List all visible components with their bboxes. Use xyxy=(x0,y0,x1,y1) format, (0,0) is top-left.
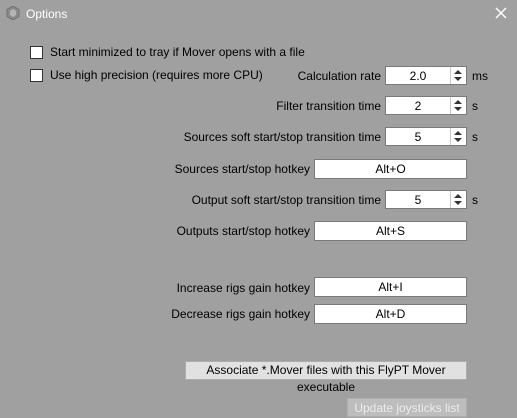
checkbox-box[interactable] xyxy=(30,69,43,82)
arrow-down-icon[interactable] xyxy=(454,107,462,111)
high-precision-checkbox[interactable] xyxy=(30,67,263,83)
stepper-arrows[interactable] xyxy=(450,128,466,145)
output-soft-value[interactable]: 5 xyxy=(414,193,422,207)
sources-soft-unit: s xyxy=(472,130,478,144)
decrease-gain-field[interactable]: Alt+D xyxy=(314,304,467,324)
update-joysticks-button[interactable]: Update joysticks list xyxy=(347,398,467,417)
app-logo-icon xyxy=(6,6,20,20)
filter-transition-unit: s xyxy=(472,99,478,113)
increase-gain-label: Increase rigs gain hotkey xyxy=(176,281,310,295)
filter-transition-label: Filter transition time xyxy=(276,99,381,113)
stepper-arrows[interactable] xyxy=(450,191,466,208)
calculation-rate-unit: ms xyxy=(472,69,488,83)
stepper-arrows[interactable] xyxy=(450,97,466,114)
sources-soft-stepper[interactable] xyxy=(385,127,467,146)
filter-transition-value[interactable]: 2 xyxy=(414,99,422,113)
high-precision-label: Use high precision (requires more CPU) xyxy=(50,68,263,82)
sources-soft-label: Sources soft start/stop transition time xyxy=(183,130,381,144)
calculation-rate-value[interactable]: 2.0 xyxy=(409,69,427,83)
filter-transition-stepper[interactable] xyxy=(385,96,467,115)
title-bar xyxy=(0,0,517,28)
arrow-down-icon[interactable] xyxy=(454,77,462,81)
sources-hotkey-label: Sources start/stop hotkey xyxy=(174,162,310,176)
associate-files-button[interactable]: Associate *.Mover files with this FlyPT Mover executable xyxy=(185,361,467,380)
output-soft-label: Output soft start/stop transition time xyxy=(191,193,381,207)
arrow-up-icon[interactable] xyxy=(454,194,462,198)
start-minimized-checkbox[interactable] xyxy=(30,44,305,60)
arrow-down-icon[interactable] xyxy=(454,138,462,142)
outputs-hotkey-label: Outputs start/stop hotkey xyxy=(176,224,310,238)
checkbox-box[interactable] xyxy=(30,46,43,59)
increase-gain-field[interactable]: Alt+I xyxy=(314,277,467,297)
output-soft-unit: s xyxy=(472,193,478,207)
output-soft-stepper[interactable] xyxy=(385,190,467,209)
close-icon[interactable] xyxy=(493,5,509,21)
arrow-up-icon[interactable] xyxy=(454,70,462,74)
window-title: Options xyxy=(26,7,68,21)
sources-soft-value[interactable]: 5 xyxy=(414,130,422,144)
decrease-gain-label: Decrease rigs gain hotkey xyxy=(171,307,310,321)
stepper-arrows[interactable] xyxy=(450,67,466,84)
arrow-up-icon[interactable] xyxy=(454,100,462,104)
calculation-rate-label: Calculation rate xyxy=(297,69,381,83)
calculation-rate-stepper[interactable] xyxy=(385,66,467,85)
start-minimized-label: Start minimized to tray if Mover opens with a file xyxy=(50,45,305,59)
outputs-hotkey-field[interactable]: Alt+S xyxy=(314,221,467,241)
arrow-down-icon[interactable] xyxy=(454,201,462,205)
sources-hotkey-field[interactable]: Alt+O xyxy=(314,159,467,179)
arrow-up-icon[interactable] xyxy=(454,131,462,135)
